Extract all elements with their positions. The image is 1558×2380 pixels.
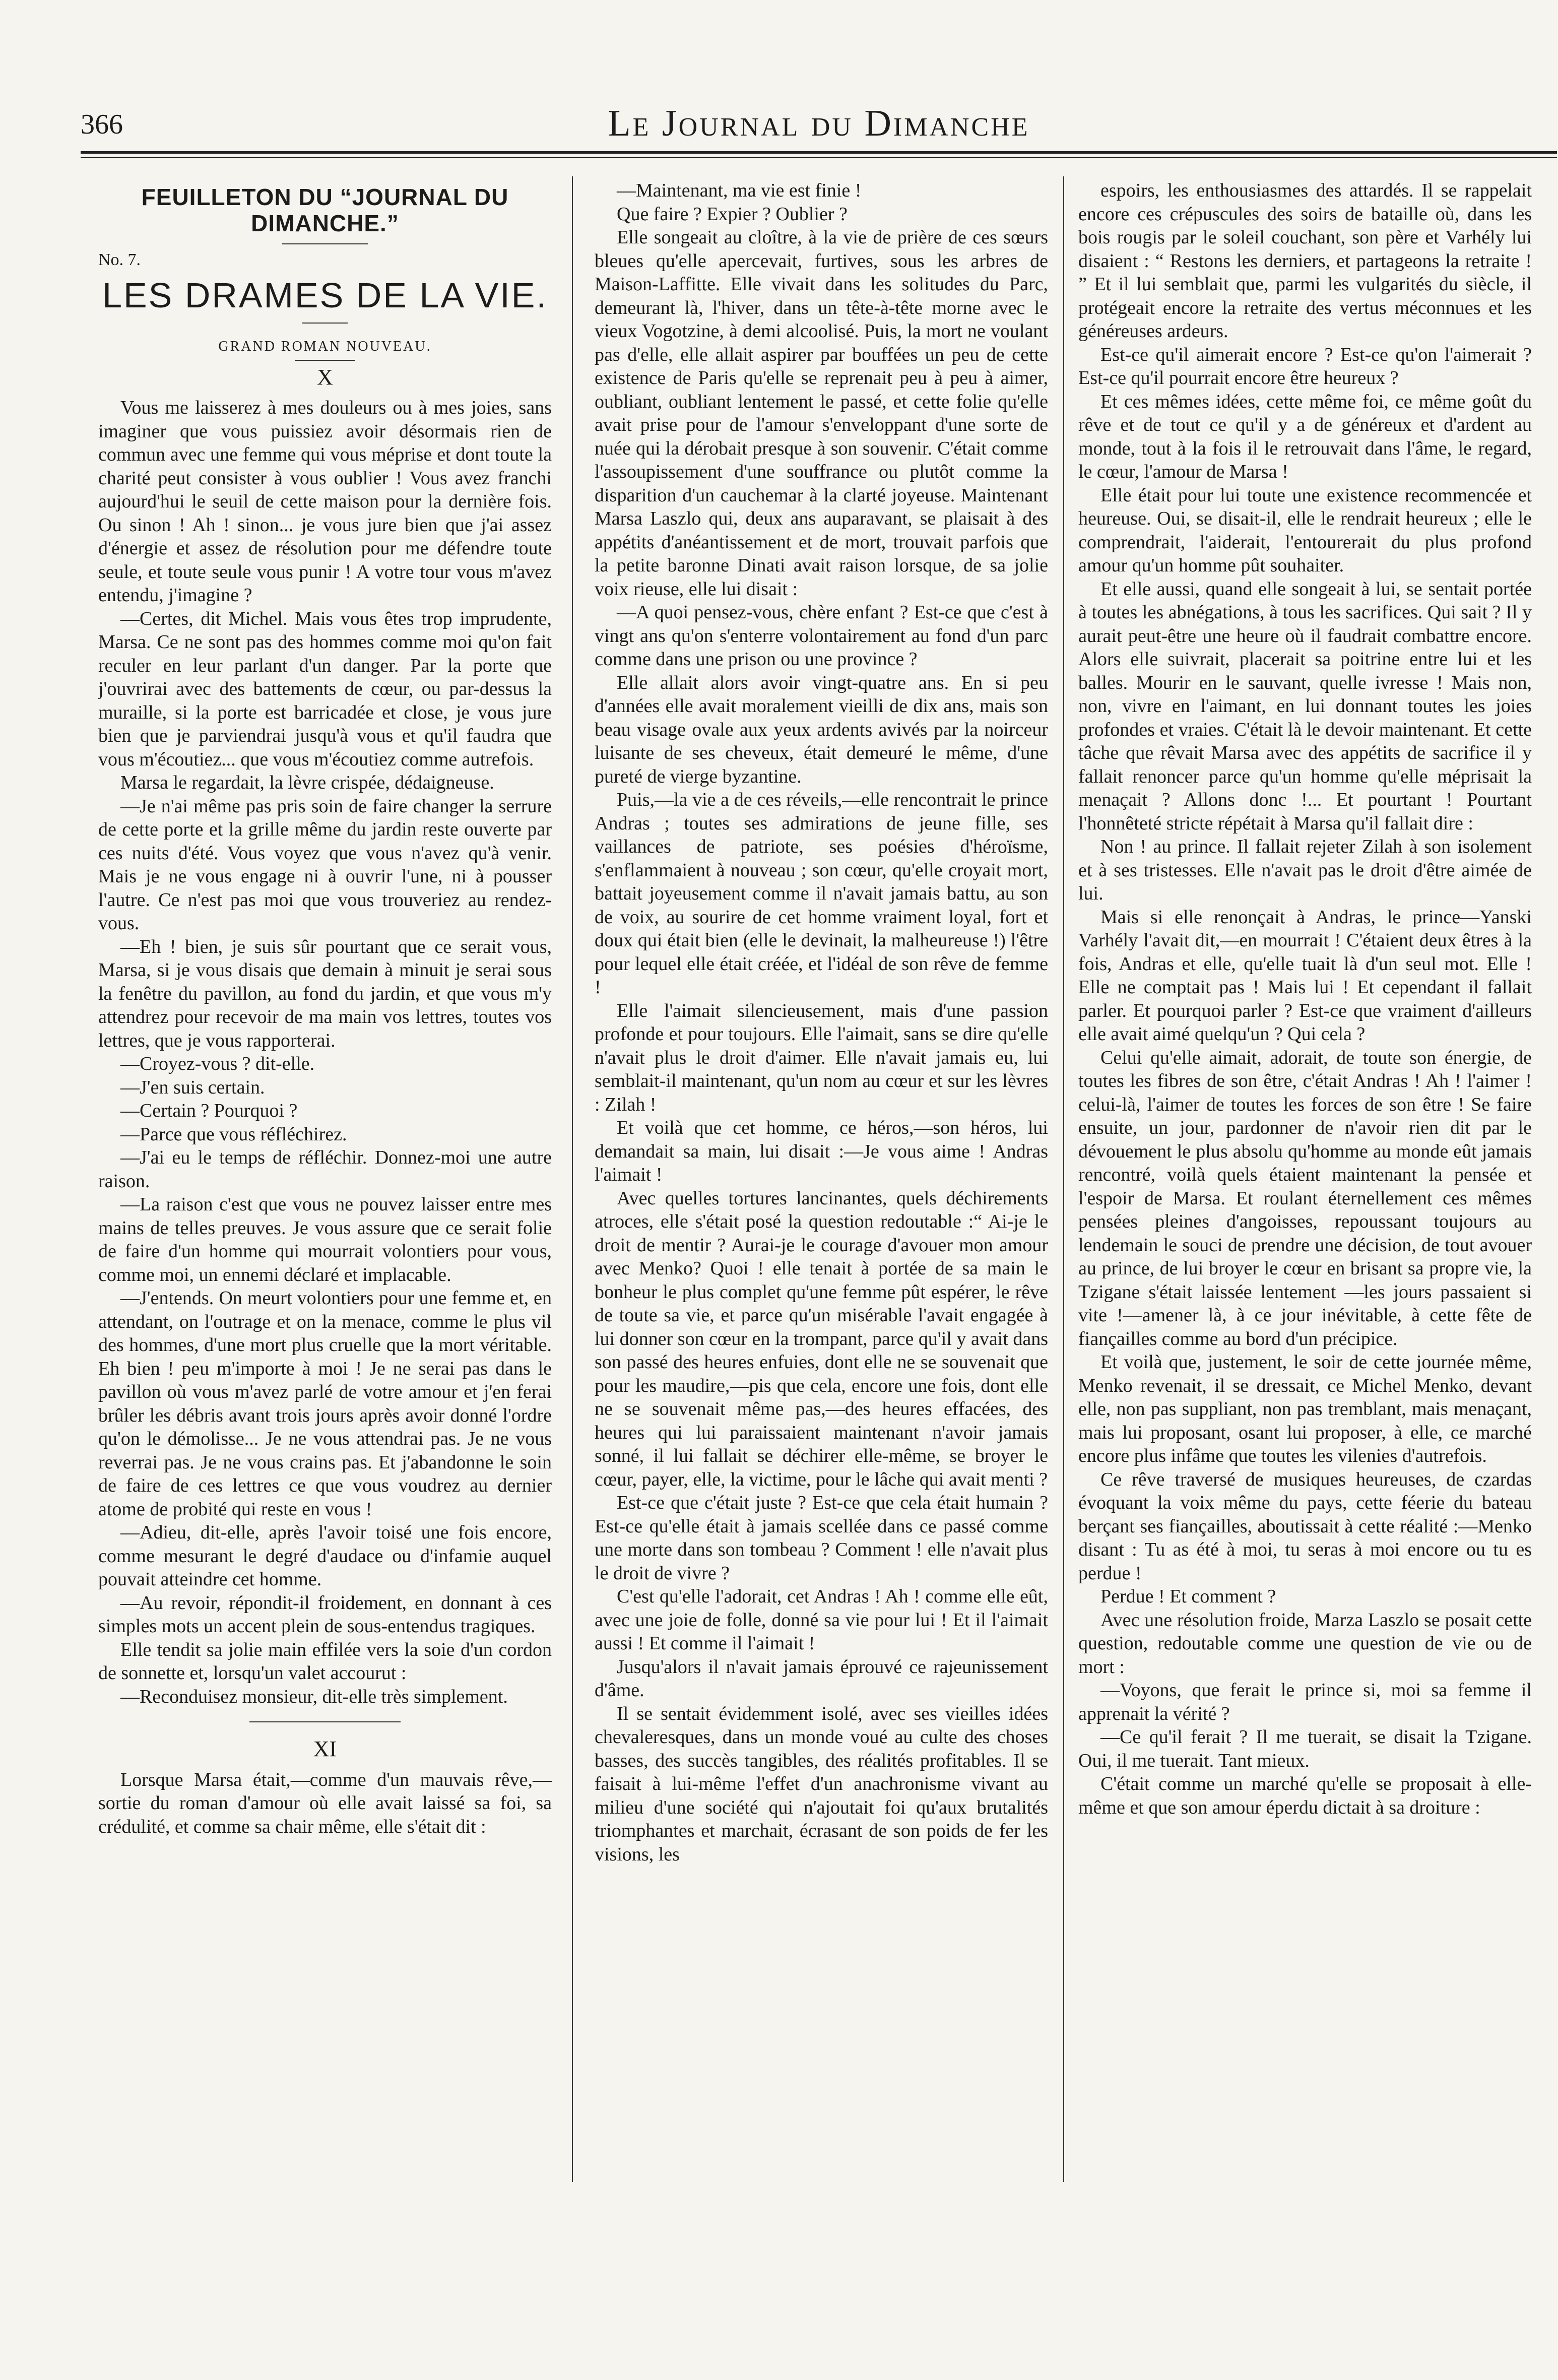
- paragraph: Avec quelles tortures lancinantes, quels déchirements atroces, elle s'était posé la question redoutable :“ Ai-je le droit de mentir ? Aurai-je le courage d'avouer mon amour avec Menko? Quoi ! elle tenait à portée de sa main le bonheur le plus complet qu'une femme pût espérer, le rêve de toute sa vie, et parce qu'un misérable l'avait engagée à lui donner son cœur en la trompant, parce qu'il y avait dans son passé des heures enfuies, dont elle ne se souvenait que pour les maudire,—pis que cela, encore une fois, dont elle ne se souvenait même pas,—des heures effacées, des heures qui lui paraissaient maintenant n'avoir jamais sonné, il lui fallait se déchirer elle-même, se broyer le cœur, payer, elle, la victime, pour le lâche qui avait menti ?: [595, 1187, 1048, 1490]
- divider: [282, 243, 368, 244]
- paragraph: Mais si elle renonçait à Andras, le prince—Yanski Varhély l'avait dit,—en mourrait ! C'étaient deux êtres à la fois, Andras et elle, qu'elle tuait là d'un seul mot. Elle ! Elle ne comptait pas ! Mais lui ! Et cependant il fallait parler. Et pourquoi parler ? Est-ce que vraiment d'ailleurs elle avait aimé quelqu'un ? Qui cela ?: [1078, 906, 1532, 1045]
- header-rule-thick: [81, 151, 1557, 154]
- paragraph: Elle songeait au cloître, à la vie de prière de ces sœurs bleues qu'elle apercevait, furtives, sous les arbres de Maison-Laffitte. Elle vivait dans les solitudes du Parc, demeurant là, l'hiver, dans un tête-à-tête morne avec le vieux Vogotzine, à demi alcoolisé. Puis, la mort ne voulant pas d'elle, elle allait aspirer par bouffées un peu de cette existence de Paris qu'elle se reprenait peu à peu à aimer, oubliant, oubliant lentement le passé, et cette folie qu'elle avait prise pour de l'amour s'enveloppant d'une sorte de nuée qui la dérobait presque à son souvenir. C'était comme l'assoupissement d'une souffrance ou plutôt comme la disparition d'un cauchemar à la clarté joyeuse. Maintenant Marsa Laszlo qui, deux ans auparavant, se plaisait à des appétits d'anéantissement et de mort, trouvait parfois que la petite baronne Dinati avait raison lorsque, de sa jolie voix rieuse, elle lui disait :: [595, 227, 1048, 600]
- divider: [249, 1721, 401, 1722]
- paragraph: Avec une résolution froide, Marza Laszlo se posait cette question, redoutable comme une question de vie ou de mort :: [1078, 1609, 1532, 1678]
- paragraph: Que faire ? Expier ? Oublier ?: [617, 203, 848, 225]
- page-number: 366: [81, 109, 123, 140]
- paragraph: —Ce qu'il ferait ? Il me tuerait, se disait la Tzigane. Oui, il me tuerait. Tant mieux.: [1078, 1726, 1532, 1771]
- installment-number: No. 7.: [98, 250, 141, 269]
- paragraph: espoirs, les enthousiasmes des attardés. Il se rappelait encore ces crépuscules des soirs de bataille où, dans les bois rougis par le soleil couchant, son père et Varhély lui disaient : “ Restons les derniers, et partageons la retraite ! ” Et il lui semblait que, parmi les vulgarités du siècle, il protégeait encore la retraite des vertus méconnues et les généreuses ardeurs.: [1078, 180, 1532, 342]
- paragraph: Puis,—la vie a de ces réveils,—elle rencontrait le prince Andras ; toutes ses admirations de jeune fille, ses vaillances de patriote, ses poésies d'héroïsme, s'enflammaient à nouveau ; son cœur, qu'elle croyait mort, battait joyeusement comme il n'avait jamais battu, au son de voix, au sourire de cet homme vraiment loyal, fort et doux qui était bien (elle le devinait, la malheureuse !) l'être pour lequel elle était créée, et l'idéal de son rêve de femme !: [595, 789, 1048, 998]
- column-divider: [572, 176, 573, 2182]
- chapter-heading: XI: [313, 1736, 337, 1761]
- feuilleton-banner: FEUILLETON DU “JOURNAL DU DIMANCHE.”: [141, 184, 509, 236]
- paragraph: Et voilà que, justement, le soir de cette journée même, Menko revenait, il se dressait, ce Michel Menko, devant elle, non pas suppliant, non pas tremblant, mais menaçant, mais lui proposant, osant lui proposer, à elle, ce marché encore plus infâme que toutes les vilenies d'autrefois.: [1078, 1352, 1532, 1466]
- paragraph: —A quoi pensez-vous, chère enfant ? Est-ce que c'est à vingt ans qu'on s'enterre volontairement au fond d'un parc comme dans une prison ou une province ?: [595, 602, 1048, 670]
- journal-title: Le Journal du Dimanche: [608, 103, 1030, 144]
- paragraph: —Maintenant, ma vie est finie !: [617, 180, 862, 201]
- paragraph: Ce rêve traversé de musiques heureuses, de czardas évoquant la voix même du pays, cette féerie du bateau berçant ses fiançailles, aboutissait à cette réalité :—Menko disant : Tu as été à moi, tu seras à moi encore ou tu es perdue !: [1078, 1468, 1532, 1584]
- paragraph: Il se sentait évidemment isolé, avec ses vieilles idées chevaleresques, dans un monde voué au culte des choses basses, des succès tangibles, des réalités profitables. Il se faisait à lui-même l'effet d'un anachronisme vivant au milieu d'une société qui n'ajoutait foi qu'aux brutalités triomphantes et marchait, écrasant de son poids de fer les visions, les: [595, 1703, 1048, 1865]
- column-divider: [1063, 176, 1064, 2182]
- paragraph: —Certes, dit Michel. Mais vous êtes trop imprudente, Marsa. Ce ne sont pas des hommes comme moi qu'on fait reculer en leur parlant d'un danger. Par la porte que j'ouvrirai avec des battements de cœur, ou par-dessus la muraille, si la porte est barricadée et close, je vous jure bien que je parviendrai jusqu'à vous et qu'il faudra que vous m'écoutiez... que vous m'écoutiez comme autrefois.: [98, 608, 552, 770]
- paragraph: C'était comme un marché qu'elle se proposait à elle-même et que son amour éperdu dictait à sa droiture :: [1078, 1773, 1532, 1818]
- column-1: [98, 179, 552, 2195]
- paragraph: —Au revoir, répondit-il froidement, en donnant à ces simples mots un accent plein de sous-entendus tragiques.: [98, 1592, 552, 1637]
- column-3: [1078, 179, 1532, 2195]
- paragraph: Lorsque Marsa était,—comme d'un mauvais rêve,—sortie du roman d'amour où elle avait laissé sa foi, sa crédulité, et comme sa chair même, elle s'était dit :: [98, 1769, 552, 1837]
- paragraph: —J'ai eu le temps de réfléchir. Donnez-moi une autre raison.: [98, 1147, 552, 1192]
- paragraph: —J'en suis certain.: [120, 1076, 265, 1098]
- paragraph: —Voyons, que ferait le prince si, moi sa femme il apprenait la vérité ?: [1078, 1680, 1532, 1724]
- serial-title: LES DRAMES DE LA VIE.: [102, 275, 548, 315]
- paragraph: Marsa le regardait, la lèvre crispée, dédaigneuse.: [120, 772, 494, 793]
- paragraph: Elle était pour lui toute une existence recommencée et heureuse. Oui, se disait-il, elle le rendrait heureux ; elle le comprendrait, l'aiderait, l'entourerait du plus profond amour qu'un homme pût souhaiter.: [1078, 484, 1532, 576]
- paragraph: Vous me laisserez à mes douleurs ou à mes joies, sans imaginer que vous puissiez avoir désormais rien de commun avec une femme qui vous méprise et dont toute la charité peut consister à vous oublier ! Vous avez franchi aujourd'hui le seuil de cette maison pour la dernière fois. Ou sinon ! Ah ! sinon... je vous jure bien que j'ai assez d'énergie et assez de résolution pour me défendre toute seule, et toute seule vous punir ! A votre tour vous m'avez entendu, j'imagine ?: [98, 397, 552, 606]
- paragraph: —Croyez-vous ? dit-elle.: [120, 1053, 315, 1074]
- serial-subtitle: GRAND ROMAN NOUVEAU.: [218, 338, 432, 354]
- paragraph: Et elle aussi, quand elle songeait à lui, se sentait portée à toutes les abnégations, à tous les sacrifices. Qui sait ? Il y aurait peut-être une heure où il faudrait combattre encore. Alors elle suivrait, placerait sa poitrine entre lui et les balles. Mourir en le sauvant, quelle ivresse ! Mais non, non, vivre en l'aimant, en lui donnant toutes les joies profondes et vraies. C'était là le devoir maintenant. Et cette tâche que rêvait Marsa avec des appétits de sacrifice il y fallait renoncer parce qu'un homme qu'elle méprisait la menaçait ? Allons donc !... Et pourtant ! Pourtant l'honnêteté stricte répétait à Marsa qu'il fallait dire :: [1078, 578, 1532, 834]
- paragraph: Non ! au prince. Il fallait rejeter Zilah à son isolement et à ses tristesses. Elle n'avait pas le droit d'être aimée de lui.: [1078, 836, 1532, 904]
- chapter-heading: X: [317, 364, 333, 390]
- header-rule-thin: [81, 157, 1557, 158]
- paragraph: —Reconduisez monsieur, dit-elle très simplement.: [120, 1686, 508, 1707]
- paragraph: Perdue ! Et comment ?: [1100, 1586, 1276, 1607]
- paragraph: —Eh ! bien, je suis sûr pourtant que ce serait vous, Marsa, si je vous disais que demain à minuit je serai sous la fenêtre du pavillon, au fond du jardin, et que vous m'y attendrez pour recevoir de ma main vos lettres, toutes vos lettres, que je vous rapporterai.: [98, 936, 552, 1051]
- paragraph: Jusqu'alors il n'avait jamais éprouvé ce rajeunissement d'âme.: [595, 1656, 1048, 1701]
- paragraph: —Parce que vous réfléchirez.: [120, 1123, 347, 1145]
- paragraph: Et ces mêmes idées, cette même foi, ce même goût du rêve et de tout ce qu'il y a de généreux et d'ardent au monde, tout à la fois il le retrouvait dans l'âme, le regard, le cœur, l'amour de Marsa !: [1078, 391, 1532, 482]
- paragraph: —Je n'ai même pas pris soin de faire changer la serrure de cette porte et la grille même du jardin reste ouverte par ces nuits d'été. Vous voyez que vous n'avez qu'à venir. Mais je ne vous engage ni à ouvrir l'une, ni à pousser l'autre. Ce n'est pas moi que vous trouveriez au rendez-vous.: [98, 795, 552, 934]
- page-header: [81, 98, 1557, 154]
- paragraph: —La raison c'est que vous ne pouvez laisser entre mes mains de telles preuves. Je vous assure que ce serait folie de faire d'un homme qui mourrait volontiers pour vous, comme moi, un ennemi déclaré et implacable.: [98, 1194, 552, 1285]
- paragraph: Elle l'aimait silencieusement, mais d'une passion profonde et pour toujours. Elle l'aimait, sans se dire qu'elle n'avait plus le droit d'aimer. Elle n'avait jamais eu, lui semblait-il maintenant, qu'un nom au cœur et sur les lèvres : Zilah !: [595, 1000, 1048, 1115]
- paragraph: Celui qu'elle aimait, adorait, de toute son énergie, de toutes les fibres de son être, c'était Andras ! Ah ! l'aimer ! celui-là, l'aimer de toutes les forces de son être ! Se faire ensuite, un jour, pardonner de n'avoir rien dit par le dévouement le plus absolu qu'homme au monde eût jamais rencontré, voilà quels étaient maintenant la pensée et l'espoir de Marsa. Et roulant éternellement ces mêmes pensées pleines d'angoisses, repoussant toujours au lendemain le souci de prendre une décision, de tout avouer au prince, de lui broyer le cœur en brisant sa propre vie, la Tzigane s'était laissée lentement —les jours passaient si vite !—amener là, à ce jour inévitable, à cette fête de fiançailles comme au bord d'un précipice.: [1078, 1047, 1532, 1349]
- divider: [302, 323, 348, 324]
- paragraph: Elle tendit sa jolie main effilée vers la soie d'un cordon de sonnette et, lorsqu'un valet accourut :: [98, 1639, 552, 1684]
- divider: [295, 360, 355, 361]
- column-2: [595, 179, 1048, 2195]
- paragraph: C'est qu'elle l'adorait, cet Andras ! Ah ! comme elle eût, avec une joie de folle, donné sa vie pour lui ! Et il l'aimait aussi ! Et comme il l'aimait !: [595, 1586, 1048, 1654]
- paragraph: —Adieu, dit-elle, après l'avoir toisé une fois encore, comme mesurant le degré d'audace ou d'infamie auquel pouvait atteindre cet homme.: [98, 1522, 552, 1590]
- paragraph: —Certain ? Pourquoi ?: [120, 1100, 298, 1121]
- paragraph: Elle allait alors avoir vingt-quatre ans. En si peu d'années elle avait moralement vieilli de dix ans, mais son beau visage ovale aux yeux ardents avivés par la noirceur luisante de ses cheveux, était demeuré le même, d'une pureté de vierge byzantine.: [595, 672, 1048, 787]
- paragraph: Est-ce qu'il aimerait encore ? Est-ce qu'on l'aimerait ? Est-ce qu'il pourrait encore être heureux ?: [1078, 344, 1532, 389]
- paragraph: —J'entends. On meurt volontiers pour une femme et, en attendant, on l'outrage et on la menace, comme le plus vil des hommes, d'une mort plus cruelle que la mort véritable. Eh bien ! peu m'importe à moi ! Je ne serai pas dans le pavillon où vous m'avez parlé de votre amour et j'en ferai brûler les débris avant trois jours après avoir donné l'ordre qu'on le démolisse... Je ne vous attendrai pas. Je ne vous reverrai pas. Je ne vous crains pas. Et j'abandonne le soin de faire de ces lettres ce que vous voudrez au dernier atome de probité qui reste en vous !: [98, 1288, 552, 1520]
- paragraph: Et voilà que cet homme, ce héros,—son héros, lui demandait sa main, lui disait :—Je vous aime ! Andras l'aimait !: [595, 1117, 1048, 1185]
- paragraph: Est-ce que c'était juste ? Est-ce que cela était humain ? Est-ce qu'elle était à jamais scellée dans ce passé comme une morte dans son tombeau ? Comment ! elle n'avait plus le droit de vivre ?: [595, 1492, 1048, 1584]
